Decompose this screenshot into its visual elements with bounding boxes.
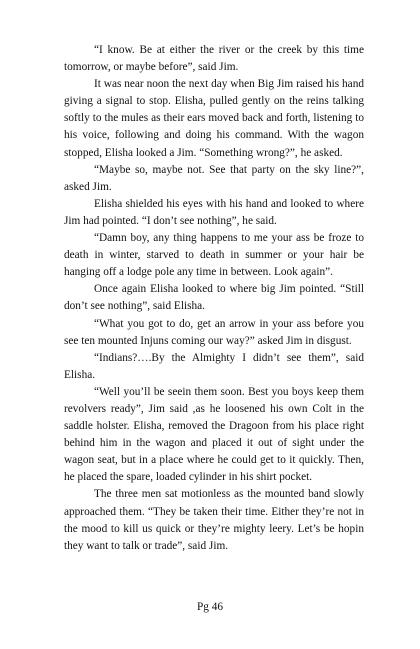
- paragraph: “Maybe so, maybe not. See that party on the sky line?”, asked Jim.: [64, 163, 364, 193]
- paragraph: “Damn boy, any thing happens to me your ass be froze to death in winter, starved to death in summer or your hair be hanging off a lodge pole any time in between. Look again”.: [64, 232, 364, 279]
- paragraph: It was near noon the next day when Big Jim raised his hand giving a signal to stop. Elisha, pulled gently on the reins talking softly to the mules as their ears moved back and forth, listening to his voice, following and doing his command. With the wagon stopped, Elisha looked a Jim. “Something wrong?”, he asked.: [64, 78, 364, 159]
- body-text: [64, 42, 364, 555]
- paragraph: Elisha shielded his eyes with his hand and looked to where Jim had pointed. “I don’t see nothing”, he said.: [64, 197, 364, 227]
- page-number: Pg 46: [196, 601, 224, 613]
- paragraph: “What you got to do, get an arrow in your ass before you see ten mounted Injuns coming our way?” asked Jim in disgust.: [64, 317, 364, 347]
- paragraph: The three men sat motionless as the mounted band slowly approached them. “They be taken their time. Either they’re not in the mood to kill us quick or they’re mighty leery. Let’s be hopin they want to talk or trade”, said Jim.: [64, 488, 364, 552]
- paragraph: Once again Elisha looked to where big Jim pointed. “Still don’t see nothing”, said Elisha.: [64, 283, 364, 313]
- paragraph: “Indians?….By the Almighty I didn’t see them”, said Elisha.: [64, 351, 364, 381]
- paragraph: “I know. Be at either the river or the creek by this time tomorrow, or maybe before”, said Jim.: [64, 44, 364, 74]
- paragraph: “Well you’ll be seein them soon. Best you boys keep them revolvers ready”, Jim said ,as he loosened his own Colt in the saddle holster. Elisha, removed the Dragoon from his place right behind him in the wagon and placed it out of sight under the wagon seat, but in a place where he could get to it quickly. Then, he placed the spare, loaded cylinder in his shirt pocket.: [64, 385, 364, 484]
